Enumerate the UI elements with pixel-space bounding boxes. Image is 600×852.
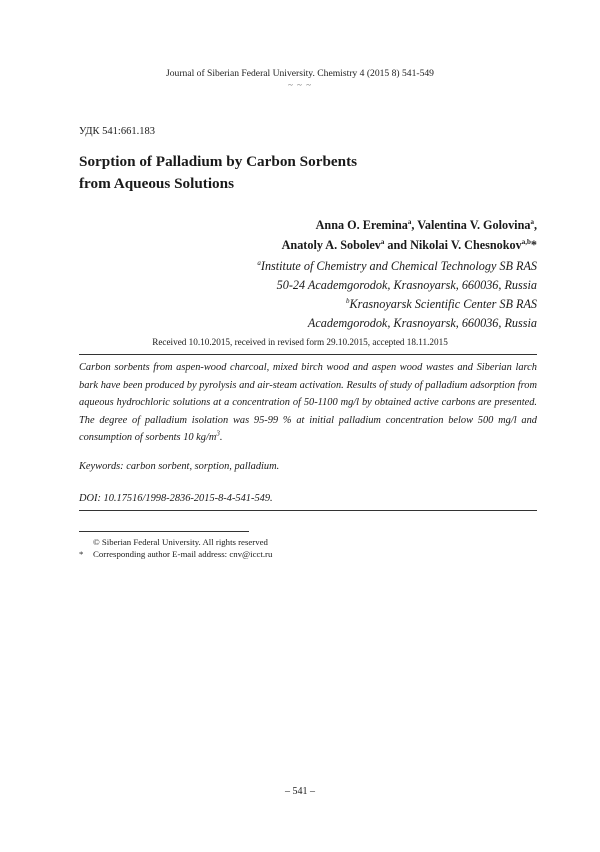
title-line-2: from Aqueous Solutions — [79, 175, 235, 192]
author-name: Nikolai V. Chesnokov — [410, 238, 522, 252]
affiliation-a-address: 50-24 Academgorodok, Krasnoyarsk, 660036, Russia — [276, 278, 537, 292]
authors-line-2 — [282, 235, 537, 255]
author-name: Anatoly A. Sobolev — [281, 238, 381, 252]
header-ornament: ~ ~ ~ — [287, 80, 313, 90]
author-name: Valentina V. Golovina — [417, 218, 531, 232]
author-affil-mark: a — [407, 217, 412, 226]
article-title — [79, 151, 357, 195]
affiliation-text: Institute of Chemistry and Chemical Technology SB RAS — [260, 259, 537, 273]
title-line-1: Sorption of Palladium by Carbon Sorbents — [79, 153, 358, 170]
affiliation-b-name — [257, 295, 537, 314]
footnote-rule — [79, 531, 249, 532]
page-number: – 541 – — [285, 786, 315, 797]
affil-mark: a — [257, 258, 261, 267]
doi: DOI: 10.17516/1998-2836-2015-8-4-541-549. — [79, 493, 273, 504]
abstract-top-rule — [79, 354, 537, 355]
abstract-bottom-rule — [79, 510, 537, 511]
author-affil-mark: a — [380, 237, 385, 246]
footnote-star: * — [79, 549, 84, 559]
author-name: Anna O. Eremina — [315, 218, 408, 232]
udk-code: УДК 541:661.183 — [79, 126, 155, 137]
received-dates: Received 10.10.2015, received in revised form 29.10.2015, accepted 18.11.2015 — [152, 337, 448, 347]
abstract — [79, 359, 537, 447]
footnote-copyright: © Siberian Federal University. All rights reserved — [93, 537, 268, 547]
author-affil-mark: a — [530, 217, 534, 226]
author-affil-mark: a,b — [521, 237, 531, 246]
footnote-corresponding — [79, 549, 272, 559]
journal-header: Journal of Siberian Federal University. Chemistry 4 (2015 8) 541-549 — [166, 68, 434, 79]
footnote-corresponding-text: Corresponding author E-mail address: cnv@icct.ru — [93, 549, 273, 559]
abstract-superscript: 3 — [216, 429, 220, 438]
author-separator: and — [384, 238, 411, 252]
affil-mark: b — [345, 296, 350, 305]
abstract-text: Carbon sorbents from aspen-wood charcoal, mixed birch wood and aspen wood wastes and Siberian larch bark have been produced by pyrolysis and air-steam activation. Results of study of palladium adsorption from aqueous hydrochloric solutions at a concentration of 50-1100 mg/l by obtained active carbons are presented. The degree of palladium isolation was 95-99 % at initial palladium concentration below 500 mg/l and consumption of sorbents 10 kg/m — [79, 362, 537, 444]
affiliations — [257, 257, 537, 333]
affiliation-text: Krasnoyarsk Scientific Center SB RAS — [349, 297, 537, 311]
corresponding-star: * — [530, 238, 537, 252]
abstract-end: . — [219, 432, 223, 444]
authors-line-1 — [282, 215, 537, 235]
affiliation-a-name — [257, 257, 537, 276]
author-list — [282, 215, 537, 255]
author-separator: , — [533, 218, 537, 232]
author-separator: , — [411, 218, 418, 232]
affiliation-b-address: Academgorodok, Krasnoyarsk, 660036, Russia — [307, 316, 537, 330]
keywords: Keywords: carbon sorbent, sorption, palladium. — [79, 461, 280, 472]
